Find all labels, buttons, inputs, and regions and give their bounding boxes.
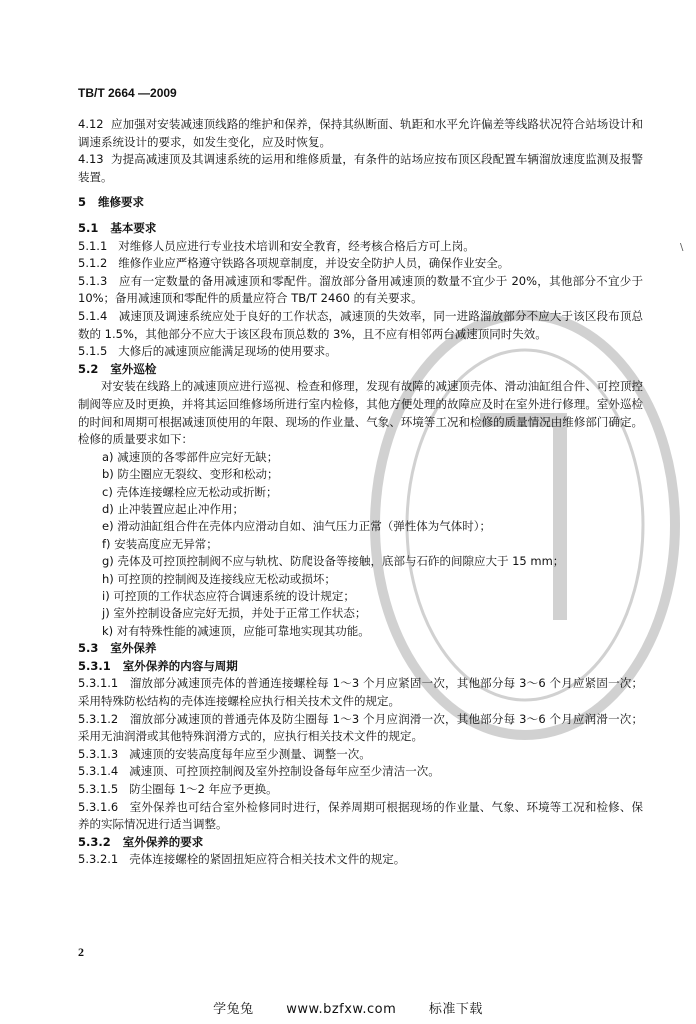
list-item-e: e) 滑动油缸组合件在壳体内应滑动自如、油气压力正常（弹性体为气体时）；	[102, 519, 491, 534]
list-item-a: a) 减速顶的各零部件应完好无缺；	[102, 449, 279, 464]
list-item-c: c) 壳体连接螺栓应无松动或折断；	[102, 484, 278, 499]
clause-5-1-2: 5.1.2 维修作业应严格遵守铁路各项规章制度，并设安全防护人员，确保作业安全。	[78, 256, 510, 271]
section-5-title: 5 维修要求	[78, 195, 145, 210]
list-item-g: g) 壳体及可控顶控制阀不应与轨枕、防爬设备等接触，底部与石砟的间隙应大于 15 mm；	[102, 554, 565, 569]
list-item-h: h) 可控顶的控制阀及连接线应无松动或损坏；	[102, 571, 336, 586]
section-5-1-title: 5.1 基本要求	[78, 220, 157, 235]
standard-code-header: TB/T 2664 —2009	[78, 86, 177, 100]
clause-5-3-1-6: 5.3.1.6 室外保养也可结合室外检修同时进行，保养周期可根据现场的作业量、气象、环境等工况和检修、保养的实际情况进行适当调整。	[78, 799, 643, 832]
clause-5-3-1-1: 5.3.1.1 溜放部分减速顶壳体的普通连接螺栓每 1～3 个月应紧固一次，其他部分每 3～6 个月应紧固一次；采用特殊防松结构的壳体连接螺栓应执行相关技术文件的规定。	[78, 676, 643, 708]
clause-5-3-1-4: 5.3.1.4 减速顶、可控顶控制阀及室外控制设备每年应至少清洁一次。	[78, 764, 440, 779]
clause-5-1-5: 5.1.5 大修后的减速顶应能满足现场的使用要求。	[78, 344, 337, 359]
clause-5-1-1: 5.1.1 对维修人员应进行专业技术培训和安全教育，经考核合格后方可上岗。	[78, 238, 475, 253]
section-5-3-title: 5.3 室外保养	[78, 641, 157, 656]
footer-site-url[interactable]: www.bzfxw.com	[286, 1002, 397, 1017]
paragraph-4-13: 4.13 为提高减速顶及其调速系统的运用和维修质量，有条件的站场应按布顶区段配置车辆溜放速度监测及报警装置。	[78, 152, 643, 184]
list-item-b: b) 防尘圈应无裂纹、变形和松动；	[102, 467, 279, 482]
page-number: 2	[78, 945, 84, 959]
paragraph-4-12: 4.12 应加强对安装减速顶线路的维护和保养，保持其纵断面、轨距和水平允许偏差等线路状况符合站场设计和调速系统设计的要求，如发生变化，应及时恢复。	[78, 117, 643, 149]
clause-5-3-1-3: 5.3.1.3 减速顶的安装高度每年应至少测量、调整一次。	[78, 746, 371, 761]
clause-5-3-1-5: 5.3.1.5 防尘圈每 1～2 年应予更换。	[78, 781, 278, 796]
footer-download-label: 标准下载	[428, 1002, 483, 1017]
clause-5-1-4: 5.1.4 减速顶及调速系统应处于良好的工作状态，减速顶的失效率，同一进路溜放部分不应大于该区段布顶总数的 1.5%，其他部分不应大于该区段布顶总数的 3%，且不应有相邻两台减速顶同时失效。	[78, 308, 643, 341]
section-5-2-intro: 对安装在线路上的减速顶应进行巡视、检查和修理，发现有故障的减速顶壳体、滑动油缸组合件、可控顶控制阀等应及时更换，并将其运回维修场所进行室内检修，其他方便处理的故障应及时在室外进行修理。室外巡检的时间和周期可根据减速顶使用的年限、现场的作业量、气象、环境等工况和检修的质量情况由维修部门确定。检修的质量要求如下：	[78, 379, 643, 447]
clause-5-1-3: 5.1.3 应有一定数量的备用减速顶和零配件。溜放部分备用减速顶的数量不宜少于 20%，其他部分不宜少于 10%；备用减速顶和零配件的质量应符合 TB/T 2460 的有关要求。	[78, 273, 647, 306]
clause-5-3-2-1: 5.3.2.1 壳体连接螺栓的紧固扭矩应符合相关技术文件的规定。	[78, 852, 406, 867]
site-footer	[0, 998, 696, 1017]
section-5-3-2-title: 5.3.2 室外保养的要求	[78, 834, 204, 849]
clause-5-3-1-2: 5.3.1.2 溜放部分减速顶的普通壳体及防尘圈每 1～3 个月应润滑一次，其他部分每 3～6 个月应润滑一次；采用无油润滑或其他特殊润滑方式的，应执行相关技术文件的规定。	[78, 711, 643, 744]
list-item-j: j) 室外控制设备应完好无损，并处于正常工作状态；	[102, 606, 367, 621]
list-item-k: k) 对有特殊性能的减速顶，应能可靠地实现其功能。	[102, 623, 370, 638]
section-5-3-1-title: 5.3.1 室外保养的内容与周期	[78, 658, 238, 673]
list-item-d: d) 止冲装置应起止冲作用；	[102, 501, 244, 516]
list-item-f: f) 安装高度应无异常；	[102, 536, 218, 551]
list-item-i: i) 可控顶的工作状态应符合调速系统的设计规定；	[102, 588, 355, 603]
margin-mark: \	[680, 242, 684, 253]
document-body	[78, 116, 647, 869]
section-5-2-title: 5.2 室外巡检	[78, 361, 157, 376]
footer-site-name: 学兔兔	[213, 1002, 254, 1017]
